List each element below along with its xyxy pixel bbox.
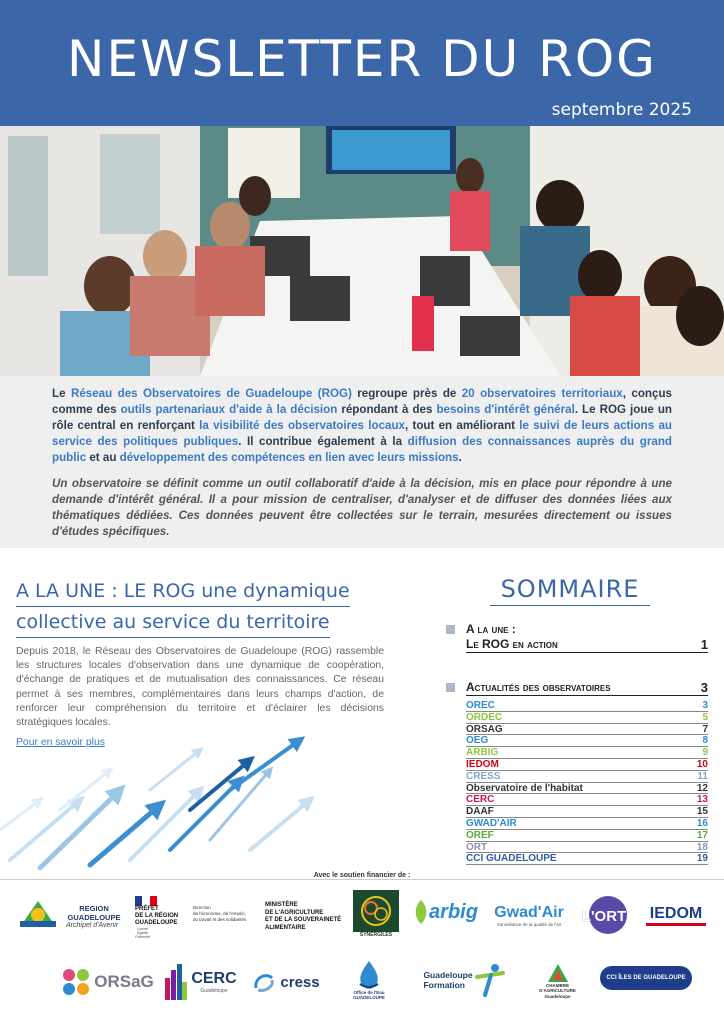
une-body: Depuis 2018, le Réseau des Observatoires de Guadeloupe (ROG) rassemble les structures locales d'observation dans une dynamique de coopération, d'échange de pratiques et de mutualisation des connaissances. Ce réseau permet à ses membres, complémentaires dans leurs champs d'action, de renforcer leur compréhension du territoire et d'éclairer les décisions stratégiques locales. xyxy=(16,646,384,729)
toc-observatoire-name: IEDOM xyxy=(466,758,499,770)
meeting-photo-illustration xyxy=(0,126,724,376)
square-bullet-icon xyxy=(446,683,455,692)
newsletter-date: septembre 2025 xyxy=(551,100,692,120)
runner-figure-icon xyxy=(473,963,507,997)
toc-observatoire-page: 10 xyxy=(696,758,708,770)
guadeloupe-formation-logo xyxy=(420,958,510,1002)
toc-observatoire-name: OEG xyxy=(466,735,489,747)
cerc-logo xyxy=(160,960,242,1004)
intro-text: , conçus comme des xyxy=(52,387,672,416)
intro-text: et au xyxy=(86,451,120,464)
orsag-logo xyxy=(60,962,155,1002)
cerc-subtitle: Guadeloupe xyxy=(200,988,228,994)
toc-observatoire-item[interactable] xyxy=(466,783,708,795)
orsag-name: ORSaG xyxy=(94,972,154,991)
prefet-motto: Liberté Égalité Fraternité xyxy=(135,926,150,939)
toc-observatoire-name: OREC xyxy=(466,700,495,711)
toc-section-actualites-title: Actualités des observatoires xyxy=(466,680,611,694)
intro-definition: Un observatoire se définit comme un outil collaboratif d'aide à la décision, mis en place pour répondre à une demande d'intérêt général. Il a pour mission de centraliser, d'analyser et de diffuser des données liées aux thématiques dédiées. Ces données peuvent être collectées sur le terrain, mesurées directement ou issues d'études spécifiques. xyxy=(52,477,672,538)
region-guadeloupe-icon xyxy=(18,899,58,929)
guadeloupe-formation-name: Guadeloupe Formation xyxy=(423,970,473,990)
une-heading xyxy=(16,578,396,640)
ministere-name: MINISTÈRE DE L'AGRICULTURE ET DE LA SOUVERAINETÉ ALIMENTAIRE xyxy=(265,902,342,931)
meeting-photo xyxy=(0,126,724,376)
toc-observatoire-page: 9 xyxy=(702,747,708,759)
cci-name: CCI ÎLES DE GUADELOUPE xyxy=(606,975,686,981)
toc-observatoire-name: OREF xyxy=(466,829,494,841)
toc-observatoire-page: 17 xyxy=(696,829,708,841)
intro-highlight: besoins d'intérêt général xyxy=(436,403,575,416)
toc-observatoire-name: CRESS xyxy=(466,770,501,782)
arbig-leaf-icon xyxy=(413,899,429,925)
chambre-agriculture-icon xyxy=(547,963,569,983)
sommaire-heading xyxy=(440,575,700,606)
toc-section-une-line xyxy=(466,637,708,653)
toc-section-actualites-page: 3 xyxy=(700,680,708,695)
region-guadeloupe-logo xyxy=(18,895,128,937)
chambre-agriculture-logo xyxy=(530,958,585,1004)
intro-paragraph xyxy=(52,386,672,466)
toc-observatoire-name: ORSAG xyxy=(466,723,503,735)
ort-name: L'ORT xyxy=(581,907,627,925)
region-guadeloupe-name: REGION GUADELOUPE xyxy=(67,903,121,922)
intro-text: . xyxy=(458,451,462,464)
region-guadeloupe-tagline: Archipel d'Avenir xyxy=(66,921,119,929)
intro-highlight: 20 observatoires territoriaux xyxy=(461,387,623,400)
iedom-logo xyxy=(640,895,712,935)
toc-observatoire-item[interactable] xyxy=(466,771,708,783)
toc-section-une-title: Le ROG en action xyxy=(466,637,558,651)
intro-text: . Le ROG joue un rôle central en renforçant xyxy=(52,403,672,432)
toc-observatoire-name: ORT xyxy=(466,841,488,853)
toc-observatoire-item[interactable] xyxy=(466,735,708,747)
toc-observatoire-item[interactable] xyxy=(466,724,708,736)
sommaire-rule xyxy=(490,605,650,606)
gwadair-subtitle: Surveillance de la qualité de l'air xyxy=(496,921,562,927)
toc-section-actualites[interactable] xyxy=(446,680,708,696)
une-heading-line2: collective au service du territoire xyxy=(16,609,330,638)
iedom-name: IEDOM xyxy=(649,904,703,922)
intro-highlight: outils partenariaux d'aide à la décision xyxy=(120,403,338,416)
ort-logo xyxy=(576,895,632,937)
prefet-name: PRÉFET DE LA RÉGION GUADELOUPE xyxy=(135,905,179,926)
toc-observatoire-name: DAAF xyxy=(466,806,494,818)
cci-logo xyxy=(600,966,692,990)
toc-observatoire-page: 19 xyxy=(696,853,708,865)
toc-observatoire-item[interactable] xyxy=(466,794,708,806)
office-eau-name: Office de l'Eau GUADELOUPE xyxy=(353,989,385,1000)
toc-observatoire-item[interactable] xyxy=(466,700,708,712)
marianne-flag-icon xyxy=(135,896,157,906)
toc-observatoire-page: 12 xyxy=(696,782,708,794)
toc-observatoire-item[interactable] xyxy=(466,747,708,759)
toc-section-actualites-line xyxy=(466,680,708,696)
arbig-name: arbig xyxy=(429,900,478,923)
intro-section xyxy=(0,376,724,548)
toc-section-une-page: 1 xyxy=(700,637,708,652)
toc-observatoire-item[interactable] xyxy=(466,853,708,865)
toc-observatoire-page: 8 xyxy=(702,735,708,747)
header-banner xyxy=(0,0,724,126)
observatoires-list xyxy=(466,700,708,865)
cerc-name: CERC xyxy=(191,970,237,987)
water-drop-icon xyxy=(356,960,382,990)
intro-highlight: Réseau des Observatoires de Guadeloupe (ROG) xyxy=(70,387,352,400)
toc-observatoire-name: CCI GUADELOUPE xyxy=(466,853,557,865)
direction-logo: Direction de l'économie, de l'emploi, du travail et des solidarités xyxy=(193,905,247,922)
cress-logo xyxy=(246,962,326,1002)
cerc-bars-icon xyxy=(165,964,187,1000)
toc-observatoire-name: Observatoire de l'habitat xyxy=(466,782,583,794)
toc-observatoire-page: 13 xyxy=(696,794,708,806)
cress-swirl-icon xyxy=(252,970,276,994)
intro-highlight: développement des compétences en lien avec leurs missions xyxy=(119,451,459,464)
toc-observatoire-item[interactable] xyxy=(466,818,708,830)
toc-section-une-label: A la une : xyxy=(466,622,516,636)
support-divider xyxy=(0,879,724,880)
intro-text: répondant à des xyxy=(337,403,437,416)
intro-highlight: la visibilité des observatoires locaux xyxy=(199,419,405,432)
intro-text: Le xyxy=(52,387,71,400)
office-eau-logo xyxy=(345,955,393,1005)
toc-observatoire-page: 16 xyxy=(696,817,708,829)
orsag-dots-icon xyxy=(61,967,91,997)
toc-observatoire-page: 3 xyxy=(702,700,708,711)
toc-observatoire-page: 7 xyxy=(702,723,708,735)
toc-observatoire-name: ORDEC xyxy=(466,711,503,723)
toc-observatoire-item[interactable] xyxy=(466,712,708,724)
gwadair-logo xyxy=(488,895,570,935)
sommaire-title-text: SOMMAIRE xyxy=(500,575,640,603)
toc-observatoire-name: ARBIG xyxy=(466,747,499,759)
synergiles-icon xyxy=(353,890,399,932)
intro-highlight: diffusion des connaissances auprès du grand public xyxy=(52,435,673,464)
toc-observatoire-item[interactable] xyxy=(466,830,708,842)
toc-observatoire-item[interactable] xyxy=(466,759,708,771)
support-label: Avec le soutien financier de : xyxy=(313,872,411,879)
intro-text: , tout en améliorant xyxy=(405,419,520,432)
toc-observatoire-page: 18 xyxy=(696,841,708,853)
read-more-link[interactable]: Pour en savoir plus xyxy=(16,737,105,748)
arrows-decoration xyxy=(0,730,330,870)
prefet-logo xyxy=(135,893,190,941)
toc-observatoire-name: CERC xyxy=(466,794,495,806)
synergiles-logo xyxy=(350,885,402,943)
intro-text: regroupe près de xyxy=(351,387,462,400)
toc-observatoire-page: 15 xyxy=(696,806,708,818)
toc-observatoire-item[interactable] xyxy=(466,806,708,818)
toc-observatoire-item[interactable] xyxy=(466,842,708,854)
synergiles-name: SYNERGÎLES xyxy=(359,932,393,938)
arbig-logo xyxy=(408,890,483,934)
une-heading-line1: A LA UNE : LE ROG une dynamique xyxy=(16,578,350,607)
chambre-agriculture-name: CHAMBRE D'AGRICULTURE Guadeloupe xyxy=(539,982,576,999)
toc-section-une[interactable] xyxy=(446,622,708,653)
toc-observatoire-name: GWAD'AIR xyxy=(466,817,517,829)
iedom-stripe-icon xyxy=(646,923,706,926)
toc-observatoire-page: 5 xyxy=(702,711,708,723)
cress-name: cress xyxy=(280,973,320,991)
intro-text: . Il contribue également à la xyxy=(238,435,408,448)
square-bullet-icon xyxy=(446,625,455,634)
ministere-agriculture-logo xyxy=(265,893,347,941)
newsletter-title: NEWSLETTER DU ROG xyxy=(67,30,657,88)
intro-highlight: le suivi de leurs actions au service des politiques publiques xyxy=(52,419,672,448)
gwadair-name: Gwad'Air xyxy=(494,903,564,921)
toc-observatoire-page: 11 xyxy=(697,770,708,782)
